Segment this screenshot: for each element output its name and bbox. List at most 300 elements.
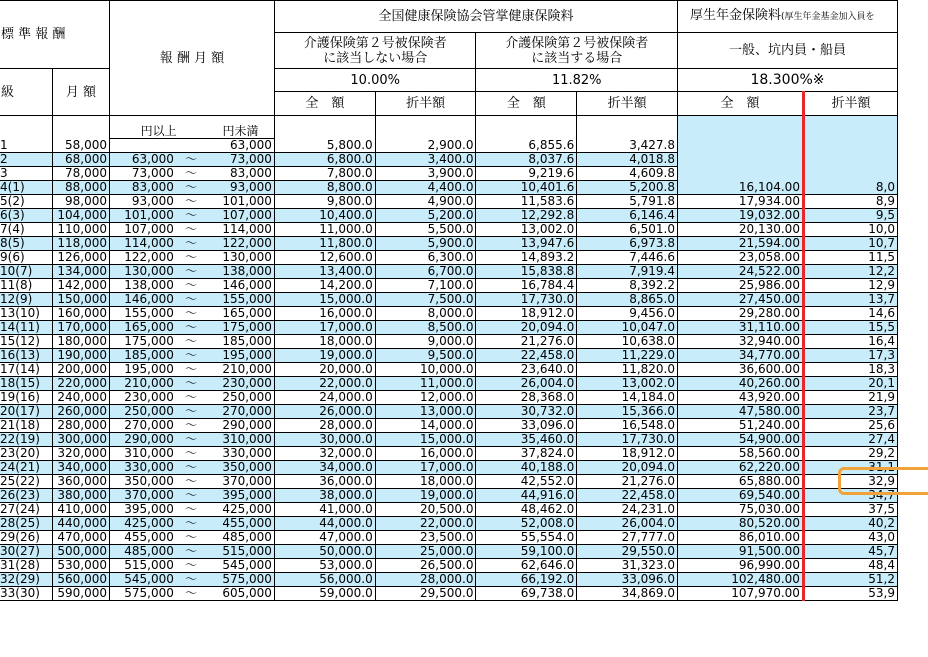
kosei-half-cell: 15,5	[803, 321, 897, 335]
kaigo-not-line1: 介護保険第２号被保険者	[303, 35, 447, 51]
kosei-half-cell: 16,4	[803, 335, 897, 349]
table-row	[0, 559, 898, 573]
table-row	[0, 209, 898, 223]
table-row	[0, 419, 898, 433]
kyokai-header: 全国健康保険協会管掌健康保険料	[274, 1, 677, 33]
kosei-half-cell: 21,9	[803, 391, 897, 405]
range-to-cell: 155,000	[207, 293, 274, 307]
kaigo-not-full-cell: 10,400.0	[274, 209, 375, 223]
range-to-cell: 130,000	[207, 251, 274, 265]
grade-cell: 25(22)	[0, 475, 52, 489]
table-row	[0, 377, 898, 391]
kaigo-yes-full-cell: 10,401.6	[476, 181, 577, 195]
kaigo-yes-half-cell: 22,458.0	[577, 489, 678, 503]
grade-cell: 2	[0, 153, 52, 167]
table-row	[0, 349, 898, 363]
kaigo-not-full-cell: 6,800.0	[274, 153, 375, 167]
grade-header: 級	[0, 69, 52, 116]
zengaku-header-2: 全 額	[476, 92, 577, 116]
range-to-cell: 138,000	[207, 265, 274, 279]
kosei-full-cell: 86,010.00	[678, 531, 804, 545]
kosei-full-cell: 16,104.00	[678, 181, 804, 195]
kosei-half-cell: 8,9	[803, 195, 897, 209]
table-row	[0, 587, 898, 601]
kosei-half-cell: 12,9	[803, 279, 897, 293]
kaigo-not-full-cell: 47,000.0	[274, 531, 375, 545]
kaigo-yes-half-cell: 18,912.0	[577, 447, 678, 461]
range-tilde-cell: ～	[175, 349, 207, 363]
kaigo-yes-full-cell: 21,276.0	[476, 335, 577, 349]
monthly-amount-cell: 500,000	[52, 545, 109, 559]
kosei-half-cell: 23,7	[803, 405, 897, 419]
range-from-cell: 122,000	[110, 251, 175, 265]
range-tilde-cell: ～	[175, 279, 207, 293]
kaigo-yes-full-cell: 66,192.0	[476, 573, 577, 587]
kaigo-yes-half-cell: 14,184.0	[577, 391, 678, 405]
monthly-amount-cell: 590,000	[52, 587, 109, 601]
kaigo-yes-half-cell: 16,548.0	[577, 419, 678, 433]
range-to-cell: 290,000	[207, 419, 274, 433]
range-from-cell	[110, 139, 175, 153]
range-from-cell: 185,000	[110, 349, 175, 363]
table-row	[0, 363, 898, 377]
range-tilde-cell: ～	[175, 153, 207, 167]
kaigo-not-full-cell: 18,000.0	[274, 335, 375, 349]
kaigo-not-half-cell: 20,500.0	[375, 503, 476, 517]
kaigo-not-full-cell: 30,000.0	[274, 433, 375, 447]
kosei-half-cell: 10,7	[803, 237, 897, 251]
kaigo-yes-full-cell: 28,368.0	[476, 391, 577, 405]
range-to-cell: 370,000	[207, 475, 274, 489]
kaigo-not-half-cell: 5,900.0	[375, 237, 476, 251]
grade-cell: 9(6)	[0, 251, 52, 265]
range-from-cell: 101,000	[110, 209, 175, 223]
range-tilde-cell: ～	[175, 475, 207, 489]
kosei-full-cell: 34,770.00	[678, 349, 804, 363]
kaigo-not-half-cell: 26,500.0	[375, 559, 476, 573]
range-to-cell: 270,000	[207, 405, 274, 419]
units-row	[0, 116, 898, 139]
kaigo-yes-full-cell: 37,824.0	[476, 447, 577, 461]
kosei-full-cell	[678, 167, 804, 181]
kaigo-yes-half-cell: 10,638.0	[577, 335, 678, 349]
kaigo-yes-half-cell: 31,323.0	[577, 559, 678, 573]
kosei-half-cell	[803, 153, 897, 167]
kaigo-not-full-cell: 22,000.0	[274, 377, 375, 391]
kaigo-not-half-cell: 8,000.0	[375, 307, 476, 321]
kaigo-not-half-cell: 3,400.0	[375, 153, 476, 167]
kaigo-not-full-cell: 9,800.0	[274, 195, 375, 209]
highlight-box	[838, 467, 928, 495]
range-to-cell: 575,000	[207, 573, 274, 587]
grade-cell: 10(7)	[0, 265, 52, 279]
kosei-half-cell: 32,9	[803, 475, 897, 489]
kaigo-not-half-cell: 8,500.0	[375, 321, 476, 335]
range-tilde-cell: ～	[175, 433, 207, 447]
grade-cell: 5(2)	[0, 195, 52, 209]
kaigo-not-line2: に該当しない場合	[323, 50, 428, 66]
grade-cell: 24(21)	[0, 461, 52, 475]
kosei-half-cell: 48,4	[803, 559, 897, 573]
range-from-cell: 93,000	[110, 195, 175, 209]
range-to-cell: 73,000	[207, 153, 274, 167]
range-from-cell: 330,000	[110, 461, 175, 475]
zengaku-header-3: 全 額	[678, 92, 804, 116]
kaigo-not-full-cell: 59,000.0	[274, 587, 375, 601]
kosei-full-cell: 40,260.00	[678, 377, 804, 391]
kosei-full-cell: 29,280.00	[678, 307, 804, 321]
monthly-amount-cell: 240,000	[52, 391, 109, 405]
grade-cell: 27(24)	[0, 503, 52, 517]
kaigo-yes-full-cell: 62,646.0	[476, 559, 577, 573]
monthly-amount-cell: 410,000	[52, 503, 109, 517]
range-tilde-cell: ～	[175, 573, 207, 587]
table-row	[0, 489, 898, 503]
table-row	[0, 545, 898, 559]
kosei-half-cell: 31,1	[803, 461, 897, 475]
kaigo-not-half-cell: 18,000.0	[375, 475, 476, 489]
kosei-full-cell: 27,450.00	[678, 293, 804, 307]
kaigo-yes-full-cell: 44,916.0	[476, 489, 577, 503]
kaigo-yes-half-cell: 27,777.0	[577, 531, 678, 545]
kaigo-yes-full-cell: 48,462.0	[476, 503, 577, 517]
kaigo-not-full-cell: 15,000.0	[274, 293, 375, 307]
kaigo-not-half-cell: 2,900.0	[375, 139, 476, 153]
range-from-cell: 83,000	[110, 181, 175, 195]
range-from-cell: 114,000	[110, 237, 175, 251]
grade-cell: 3	[0, 167, 52, 181]
table-row	[0, 181, 898, 195]
range-to-cell: 122,000	[207, 237, 274, 251]
kaigo-not-full-cell: 34,000.0	[274, 461, 375, 475]
range-from-cell: 210,000	[110, 377, 175, 391]
kosei-half-cell: 45,7	[803, 545, 897, 559]
kaigo-not-full-cell: 11,000.0	[274, 223, 375, 237]
range-to-cell: 210,000	[207, 363, 274, 377]
range-from-cell: 146,000	[110, 293, 175, 307]
kaigo-yes-half-cell: 5,200.8	[577, 181, 678, 195]
rate-not-header: 10.00%	[274, 69, 476, 92]
monthly-amount-cell: 280,000	[52, 419, 109, 433]
kaigo-yes-full-cell: 20,094.0	[476, 321, 577, 335]
grade-cell: 20(17)	[0, 405, 52, 419]
kaigo-not-full-cell: 16,000.0	[274, 307, 375, 321]
range-from-cell: 63,000	[110, 153, 175, 167]
range-to-cell: 330,000	[207, 447, 274, 461]
range-tilde-cell: ～	[175, 307, 207, 321]
range-to-cell: 250,000	[207, 391, 274, 405]
range-to-cell: 425,000	[207, 503, 274, 517]
range-from-cell: 195,000	[110, 363, 175, 377]
table-row	[0, 405, 898, 419]
kosei-half-cell: 9,5	[803, 209, 897, 223]
range-to-cell: 350,000	[207, 461, 274, 475]
range-tilde-cell: ～	[175, 195, 207, 209]
kaigo-yes-half-cell: 4,609.8	[577, 167, 678, 181]
kosei-half-cell: 40,2	[803, 517, 897, 531]
kaigo-yes-full-cell: 13,947.6	[476, 237, 577, 251]
grade-cell: 8(5)	[0, 237, 52, 251]
kosei-full-cell: 17,934.00	[678, 195, 804, 209]
range-to-cell: 310,000	[207, 433, 274, 447]
range-tilde-cell: ～	[175, 545, 207, 559]
kaigo-yes-full-cell: 9,219.6	[476, 167, 577, 181]
kaigo-yes-half-cell: 20,094.0	[577, 461, 678, 475]
range-from-cell: 138,000	[110, 279, 175, 293]
range-tilde-cell: ～	[175, 587, 207, 601]
kaigo-yes-half-cell: 34,869.0	[577, 587, 678, 601]
grade-cell: 7(4)	[0, 223, 52, 237]
grade-cell: 15(12)	[0, 335, 52, 349]
kosei-note: (厚生年金基金加入員を	[781, 12, 875, 22]
range-from-cell: 575,000	[110, 587, 175, 601]
kosei-full-cell: 65,880.00	[678, 475, 804, 489]
kaigo-yes-half-cell: 7,919.4	[577, 265, 678, 279]
grade-cell: 21(18)	[0, 419, 52, 433]
kaigo-yes-header	[476, 33, 678, 69]
kosei-full-cell: 19,032.00	[678, 209, 804, 223]
range-tilde-cell: ～	[175, 209, 207, 223]
kaigo-not-half-cell: 19,000.0	[375, 489, 476, 503]
range-to-cell: 395,000	[207, 489, 274, 503]
kaigo-yes-full-cell: 14,893.2	[476, 251, 577, 265]
monthly-amount-cell: 560,000	[52, 573, 109, 587]
monthly-amount-cell: 58,000	[52, 139, 109, 153]
range-to-cell: 455,000	[207, 517, 274, 531]
kaigo-yes-full-cell: 11,583.6	[476, 195, 577, 209]
kaigo-yes-half-cell: 10,047.0	[577, 321, 678, 335]
kaigo-yes-half-cell: 8,392.2	[577, 279, 678, 293]
kaigo-not-half-cell: 15,000.0	[375, 433, 476, 447]
kaigo-not-full-cell: 19,000.0	[274, 349, 375, 363]
table-row	[0, 237, 898, 251]
monthly-amount-cell: 160,000	[52, 307, 109, 321]
monthly-amount-cell: 380,000	[52, 489, 109, 503]
units-cell	[52, 116, 109, 139]
kosei-half-cell: 13,7	[803, 293, 897, 307]
range-tilde-cell	[175, 139, 207, 153]
zengaku-header-1: 全 額	[274, 92, 375, 116]
kaigo-yes-half-cell: 11,820.0	[577, 363, 678, 377]
kaigo-not-half-cell: 6,700.0	[375, 265, 476, 279]
kaigo-not-full-cell: 32,000.0	[274, 447, 375, 461]
grade-cell: 12(9)	[0, 293, 52, 307]
kaigo-not-half-cell: 11,000.0	[375, 377, 476, 391]
range-tilde-cell: ～	[175, 461, 207, 475]
kosei-full-cell	[678, 139, 804, 153]
kaigo-not-full-cell: 20,000.0	[274, 363, 375, 377]
kosei-half-cell: 8,0	[803, 181, 897, 195]
kaigo-not-full-cell: 14,200.0	[274, 279, 375, 293]
kaigo-yes-half-cell: 8,865.0	[577, 293, 678, 307]
kaigo-yes-full-cell: 69,738.0	[476, 587, 577, 601]
table-row	[0, 265, 898, 279]
units-cell	[375, 116, 476, 139]
table-row	[0, 167, 898, 181]
table-row	[0, 447, 898, 461]
kaigo-yes-half-cell: 6,501.0	[577, 223, 678, 237]
range-tilde-cell: ～	[175, 377, 207, 391]
range-to-cell: 93,000	[207, 181, 274, 195]
kosei-full-cell: 36,600.00	[678, 363, 804, 377]
kosei-half-cell: 51,2	[803, 573, 897, 587]
kosei-half-cell: 14,6	[803, 307, 897, 321]
kaigo-yes-full-cell: 52,008.0	[476, 517, 577, 531]
units-cell	[577, 116, 678, 139]
table-row	[0, 307, 898, 321]
kosei-full-cell: 80,520.00	[678, 517, 804, 531]
range-tilde-cell: ～	[175, 517, 207, 531]
kosei-full-cell: 20,130.00	[678, 223, 804, 237]
range-tilde-cell: ～	[175, 293, 207, 307]
range-from-cell: 165,000	[110, 321, 175, 335]
kaigo-not-half-cell: 7,100.0	[375, 279, 476, 293]
kaigo-yes-line2: に該当する場合	[531, 50, 623, 66]
range-from-cell: 73,000	[110, 167, 175, 181]
grade-cell: 22(19)	[0, 433, 52, 447]
range-to-cell: 195,000	[207, 349, 274, 363]
grade-cell: 32(29)	[0, 573, 52, 587]
table-row	[0, 195, 898, 209]
grade-cell: 6(3)	[0, 209, 52, 223]
kaigo-not-full-cell: 5,800.0	[274, 139, 375, 153]
kosei-half-cell	[803, 167, 897, 181]
range-from-cell: 350,000	[110, 475, 175, 489]
range-to-cell: 175,000	[207, 321, 274, 335]
range-tilde-cell: ～	[175, 559, 207, 573]
monthly-amount-cell: 180,000	[52, 335, 109, 349]
kaigo-yes-full-cell: 18,912.0	[476, 307, 577, 321]
kaigo-not-full-cell: 11,800.0	[274, 237, 375, 251]
kaigo-not-full-cell: 8,800.0	[274, 181, 375, 195]
table-row	[0, 517, 898, 531]
range-tilde-cell: ～	[175, 405, 207, 419]
table-row	[0, 321, 898, 335]
range-to-cell: 107,000	[207, 209, 274, 223]
units-cell	[803, 116, 897, 139]
kaigo-yes-full-cell: 40,188.0	[476, 461, 577, 475]
range-tilde-cell: ～	[175, 447, 207, 461]
kaigo-not-half-cell: 4,900.0	[375, 195, 476, 209]
kaigo-yes-full-cell: 30,732.0	[476, 405, 577, 419]
range-tilde-cell: ～	[175, 531, 207, 545]
setpan-header-2: 折半額	[577, 92, 678, 116]
kaigo-not-half-cell: 23,500.0	[375, 531, 476, 545]
range-from-cell: 425,000	[110, 517, 175, 531]
kosei-half-cell: 34,7	[803, 489, 897, 503]
kosei-half-cell: 37,5	[803, 503, 897, 517]
range-to-cell: 230,000	[207, 377, 274, 391]
kaigo-not-half-cell: 28,000.0	[375, 573, 476, 587]
range-tilde-cell: ～	[175, 265, 207, 279]
kaigo-yes-full-cell: 23,640.0	[476, 363, 577, 377]
kaigo-not-half-cell: 17,000.0	[375, 461, 476, 475]
range-tilde-cell: ～	[175, 237, 207, 251]
table-row	[0, 433, 898, 447]
monthly-amount-cell: 98,000	[52, 195, 109, 209]
kaigo-not-full-cell: 56,000.0	[274, 573, 375, 587]
kosei-full-cell	[678, 153, 804, 167]
monthly-amount-cell: 118,000	[52, 237, 109, 251]
table-row	[0, 335, 898, 349]
table-row	[0, 293, 898, 307]
range-to-cell: 185,000	[207, 335, 274, 349]
kaigo-not-full-cell: 50,000.0	[274, 545, 375, 559]
kaigo-not-half-cell: 10,000.0	[375, 363, 476, 377]
kosei-half-cell: 29,2	[803, 447, 897, 461]
kosei-half-cell: 11,5	[803, 251, 897, 265]
kaigo-not-full-cell: 17,000.0	[274, 321, 375, 335]
table-row	[0, 223, 898, 237]
kaigo-yes-half-cell: 4,018.8	[577, 153, 678, 167]
monthly-amount-cell: 220,000	[52, 377, 109, 391]
kaigo-not-full-cell: 28,000.0	[274, 419, 375, 433]
kaigo-yes-half-cell: 33,096.0	[577, 573, 678, 587]
grade-cell: 17(14)	[0, 363, 52, 377]
range-to-cell: 83,000	[207, 167, 274, 181]
range-from-cell: 230,000	[110, 391, 175, 405]
range-from-cell: 515,000	[110, 559, 175, 573]
range-tilde-cell: ～	[175, 321, 207, 335]
units-cell	[0, 116, 52, 139]
range-tilde-cell: ～	[175, 181, 207, 195]
kosei-full-cell: 43,920.00	[678, 391, 804, 405]
monthly-amount-cell: 68,000	[52, 153, 109, 167]
kaigo-not-half-cell: 13,000.0	[375, 405, 476, 419]
units-cell	[274, 116, 375, 139]
kaigo-not-half-cell: 9,000.0	[375, 335, 476, 349]
monthly-amount-cell: 300,000	[52, 433, 109, 447]
kaigo-yes-full-cell: 22,458.0	[476, 349, 577, 363]
range-from-cell: 545,000	[110, 573, 175, 587]
std-reward-header: 標 準 報 酬	[0, 1, 110, 69]
kaigo-yes-full-cell: 17,730.0	[476, 293, 577, 307]
monthly-amount-cell: 260,000	[52, 405, 109, 419]
monthly-amount-header: 月 額	[52, 69, 109, 116]
kosei-half-cell: 18,3	[803, 363, 897, 377]
kosei-half-cell: 25,6	[803, 419, 897, 433]
grade-cell: 23(20)	[0, 447, 52, 461]
kosei-full-cell: 96,990.00	[678, 559, 804, 573]
range-from-cell: 250,000	[110, 405, 175, 419]
range-from-cell: 370,000	[110, 489, 175, 503]
kaigo-not-half-cell: 25,000.0	[375, 545, 476, 559]
kaigo-not-half-cell: 16,000.0	[375, 447, 476, 461]
range-from-cell: 130,000	[110, 265, 175, 279]
table-row	[0, 139, 898, 153]
range-from-cell: 485,000	[110, 545, 175, 559]
table-row	[0, 573, 898, 587]
kosei-full-cell: 102,480.00	[678, 573, 804, 587]
kaigo-not-full-cell: 13,400.0	[274, 265, 375, 279]
table-row	[0, 153, 898, 167]
monthly-amount-cell: 320,000	[52, 447, 109, 461]
kaigo-yes-half-cell: 29,550.0	[577, 545, 678, 559]
monthly-amount-cell: 88,000	[52, 181, 109, 195]
range-from-cell: 290,000	[110, 433, 175, 447]
monthly-amount-cell: 134,000	[52, 265, 109, 279]
range-to-cell: 485,000	[207, 531, 274, 545]
kaigo-yes-half-cell: 15,366.0	[577, 405, 678, 419]
kaigo-yes-half-cell: 24,231.0	[577, 503, 678, 517]
kaigo-not-full-cell: 53,000.0	[274, 559, 375, 573]
from-unit-label: 円以上	[110, 116, 208, 139]
monthly-amount-cell: 104,000	[52, 209, 109, 223]
kaigo-yes-half-cell: 11,229.0	[577, 349, 678, 363]
kaigo-yes-full-cell: 33,096.0	[476, 419, 577, 433]
kaigo-not-half-cell: 6,300.0	[375, 251, 476, 265]
kaigo-not-half-cell: 14,000.0	[375, 419, 476, 433]
